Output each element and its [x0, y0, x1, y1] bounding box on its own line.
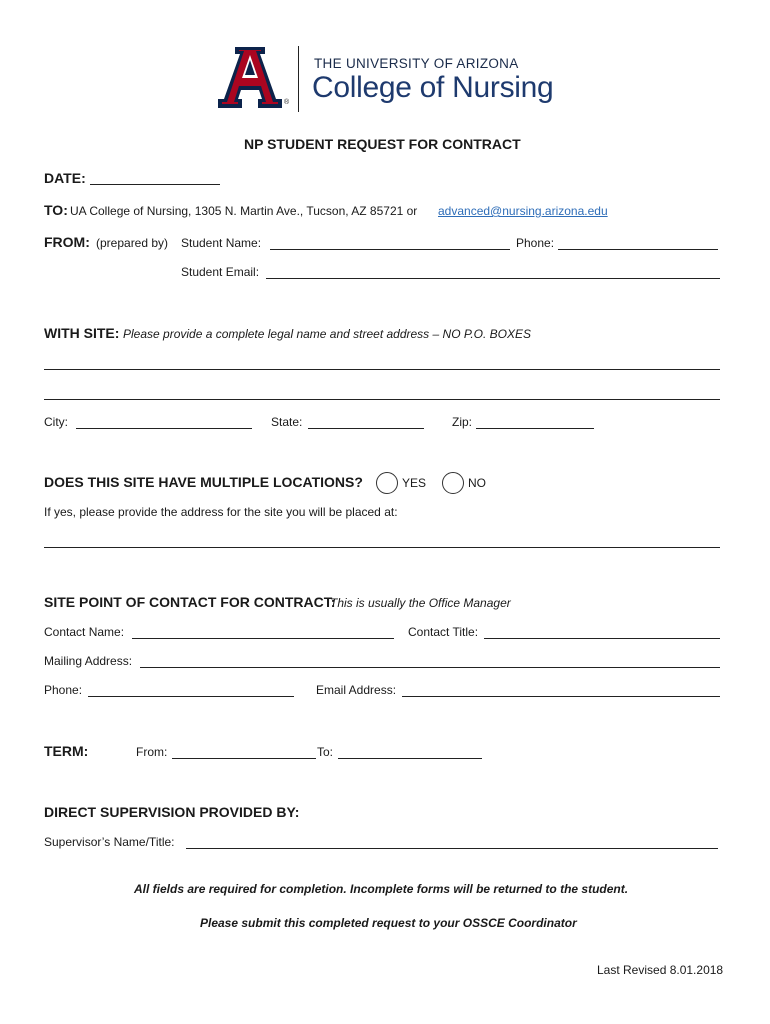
required-notice: All fields are required for completion. Incomplete forms will be returned to the student.: [134, 882, 629, 896]
contact-phone-label: Phone:: [44, 683, 83, 697]
no-radio[interactable]: [442, 472, 464, 494]
student-name-field[interactable]: [270, 249, 510, 250]
mailing-address-label: Mailing Address:: [44, 654, 133, 668]
mailing-address-field[interactable]: [140, 667, 720, 668]
city-field[interactable]: [76, 428, 252, 429]
contact-name-field[interactable]: [132, 638, 394, 639]
with-site-note: Please provide a complete legal name and street address – NO P.O. BOXES: [123, 327, 531, 341]
student-phone-field[interactable]: [558, 249, 718, 250]
site-contact-label: SITE POINT OF CONTACT FOR CONTRACT:: [44, 594, 336, 610]
to-label: TO:: [44, 202, 68, 218]
zip-field[interactable]: [476, 428, 594, 429]
no-label: NO: [468, 476, 486, 490]
logo-divider: [298, 46, 299, 112]
term-label: TERM:: [44, 743, 89, 759]
multiple-locations-question: DOES THIS SITE HAVE MULTIPLE LOCATIONS?: [44, 474, 363, 490]
from-note: (prepared by): [96, 236, 169, 250]
contact-email-field[interactable]: [402, 696, 720, 697]
logo-college-name: College of Nursing: [312, 71, 554, 104]
term-from-field[interactable]: [172, 758, 316, 759]
yes-label: YES: [402, 476, 427, 490]
placement-address-field[interactable]: [44, 547, 720, 548]
state-label: State:: [271, 415, 303, 429]
city-label: City:: [44, 415, 68, 429]
supervisor-name-field[interactable]: [186, 848, 718, 849]
supervisor-name-label: Supervisor’s Name/Title:: [44, 835, 175, 849]
student-email-field[interactable]: [266, 278, 720, 279]
from-label: FROM:: [44, 234, 90, 250]
with-site-label: WITH SITE:: [44, 325, 120, 341]
logo-university-name: THE UNIVERSITY OF ARIZONA: [314, 56, 519, 71]
form-title: NP STUDENT REQUEST FOR CONTRACT: [244, 136, 521, 152]
registered-mark: ®: [284, 99, 290, 106]
date-label: DATE:: [44, 170, 86, 186]
to-address: UA College of Nursing, 1305 N. Martin Ave., Tucson, AZ 85721 or: [70, 204, 418, 218]
term-from-label: From:: [136, 745, 168, 759]
direct-supervision-label: DIRECT SUPERVISION PROVIDED BY:: [44, 804, 300, 820]
contact-phone-field[interactable]: [88, 696, 294, 697]
zip-label: Zip:: [452, 415, 473, 429]
phone-label: Phone:: [516, 236, 555, 250]
submit-notice: Please submit this completed request to your OSSCE Coordinator: [200, 916, 577, 930]
site-address-line-1[interactable]: [44, 369, 720, 370]
student-name-label: Student Name:: [181, 236, 262, 250]
to-email-link[interactable]: advanced@nursing.arizona.edu: [438, 204, 608, 218]
contact-name-label: Contact Name:: [44, 625, 125, 639]
contact-email-label: Email Address:: [316, 683, 397, 697]
multiple-locations-note: If yes, please provide the address for the site you will be placed at:: [44, 505, 398, 519]
yes-radio[interactable]: [376, 472, 398, 494]
contact-title-label: Contact Title:: [408, 625, 479, 639]
last-revised: Last Revised 8.01.2018: [597, 963, 724, 977]
state-field[interactable]: [308, 428, 424, 429]
student-email-label: Student Email:: [181, 265, 260, 279]
date-field[interactable]: [90, 184, 220, 185]
contact-title-field[interactable]: [484, 638, 720, 639]
site-address-line-2[interactable]: [44, 399, 720, 400]
block-a-logo-icon: [216, 46, 284, 110]
term-to-field[interactable]: [338, 758, 482, 759]
site-contact-note: This is usually the Office Manager: [330, 596, 511, 610]
term-to-label: To:: [317, 745, 334, 759]
